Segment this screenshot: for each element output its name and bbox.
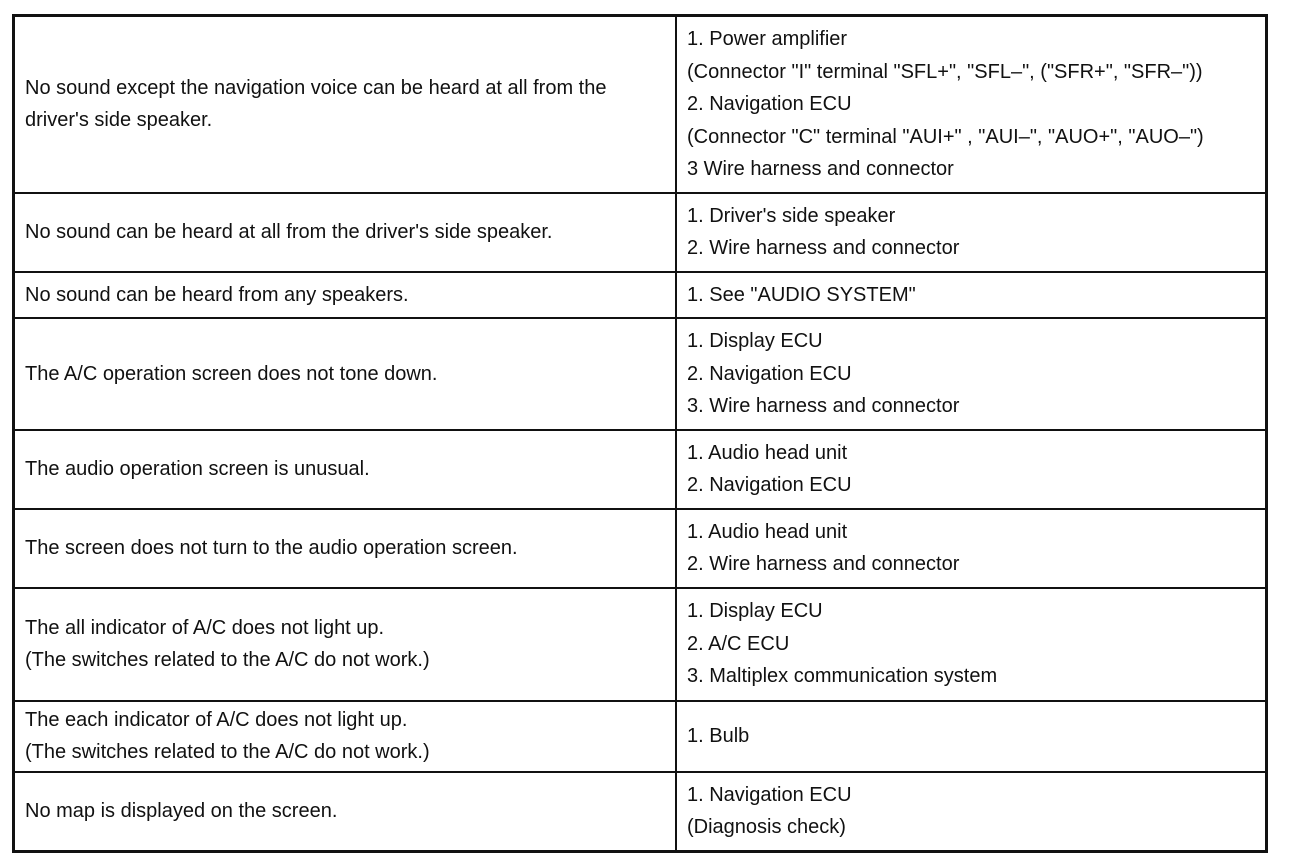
suspect-area-item: 1. See "AUDIO SYSTEM" [687,283,916,306]
table-body [14,16,1267,852]
suspect-area-item: (Connector "C" terminal "AUI+" , "AUI–", "AUO+", "AUO–") [687,125,1204,148]
table-row [14,272,1267,319]
symptom-text: No map is displayed on the screen. [25,799,338,822]
symptom-cell [14,772,677,852]
suspect-area-item: 2. Wire harness and connector [687,237,960,259]
suspect-area-item: 1. Driver's side speaker [687,204,896,227]
symptom-text: The screen does not turn to the audio operation screen. [25,536,518,559]
table-row [14,16,1267,193]
suspect-area-cell [676,588,1267,701]
symptom-text: (The switches related to the A/C do not work.) [25,741,430,763]
symptom-cell [14,318,677,430]
symptom-text: The each indicator of A/C does not light up. [25,708,408,731]
suspect-area-cell [676,772,1267,852]
suspect-area-item: 3. Wire harness and connector [687,395,960,417]
table-row [14,193,1267,272]
suspect-area-cell [676,430,1267,509]
table-row [14,318,1267,430]
suspect-area-item: 1. Display ECU [687,600,823,623]
suspect-area-cell [676,509,1267,588]
suspect-area-item: (Connector "I" terminal "SFL+", "SFL–", ("SFR+", "SFR–")) [687,60,1203,83]
suspect-area-item: 1. Display ECU [687,330,823,352]
symptom-text: (The switches related to the A/C do not work.) [25,649,430,671]
suspect-area-item: 1. Bulb [687,724,750,747]
table-row [14,701,1267,772]
table-row [14,588,1267,701]
suspect-area-item: 3 Wire harness and connector [687,158,954,180]
symptom-cell [14,193,677,272]
suspect-area-cell [676,318,1267,430]
suspect-area-item: 1. Navigation ECU [687,783,852,806]
suspect-area-item: 1. Audio head unit [687,520,848,543]
symptom-text: No sound except the navigation voice can be heard at all from the driver's side speaker. [25,77,607,132]
symptom-text: The A/C operation screen does not tone down. [25,362,438,385]
symptom-cell [14,272,677,319]
suspect-area-item: 2. Navigation ECU [687,93,852,115]
suspect-area-item: (Diagnosis check) [687,816,846,838]
suspect-area-cell [676,193,1267,272]
troubleshooting-table [12,14,1268,853]
suspect-area-item: 2. Navigation ECU [687,474,852,496]
symptom-text: No sound can be heard at all from the driver's side speaker. [25,220,553,243]
symptom-cell [14,430,677,509]
table-row [14,430,1267,509]
symptom-text: The audio operation screen is unusual. [25,457,370,480]
suspect-area-item: 2. Wire harness and connector [687,553,960,575]
symptom-text: The all indicator of A/C does not light up. [25,616,385,639]
symptom-cell [14,16,677,193]
suspect-area-item: 2. Navigation ECU [687,362,852,385]
suspect-area-item: 1. Audio head unit [687,441,848,464]
suspect-area-cell [676,16,1267,193]
suspect-area-cell [676,701,1267,772]
symptom-cell [14,588,677,701]
suspect-area-item: 1. Power amplifier [687,28,848,50]
suspect-area-item: 2. A/C ECU [687,632,790,655]
symptom-text: No sound can be heard from any speakers. [25,283,409,306]
table-row [14,509,1267,588]
table-row [14,772,1267,852]
suspect-area-cell [676,272,1267,319]
symptom-cell [14,509,677,588]
suspect-area-item: 3. Maltiplex communication system [687,665,998,688]
symptom-cell [14,701,677,772]
